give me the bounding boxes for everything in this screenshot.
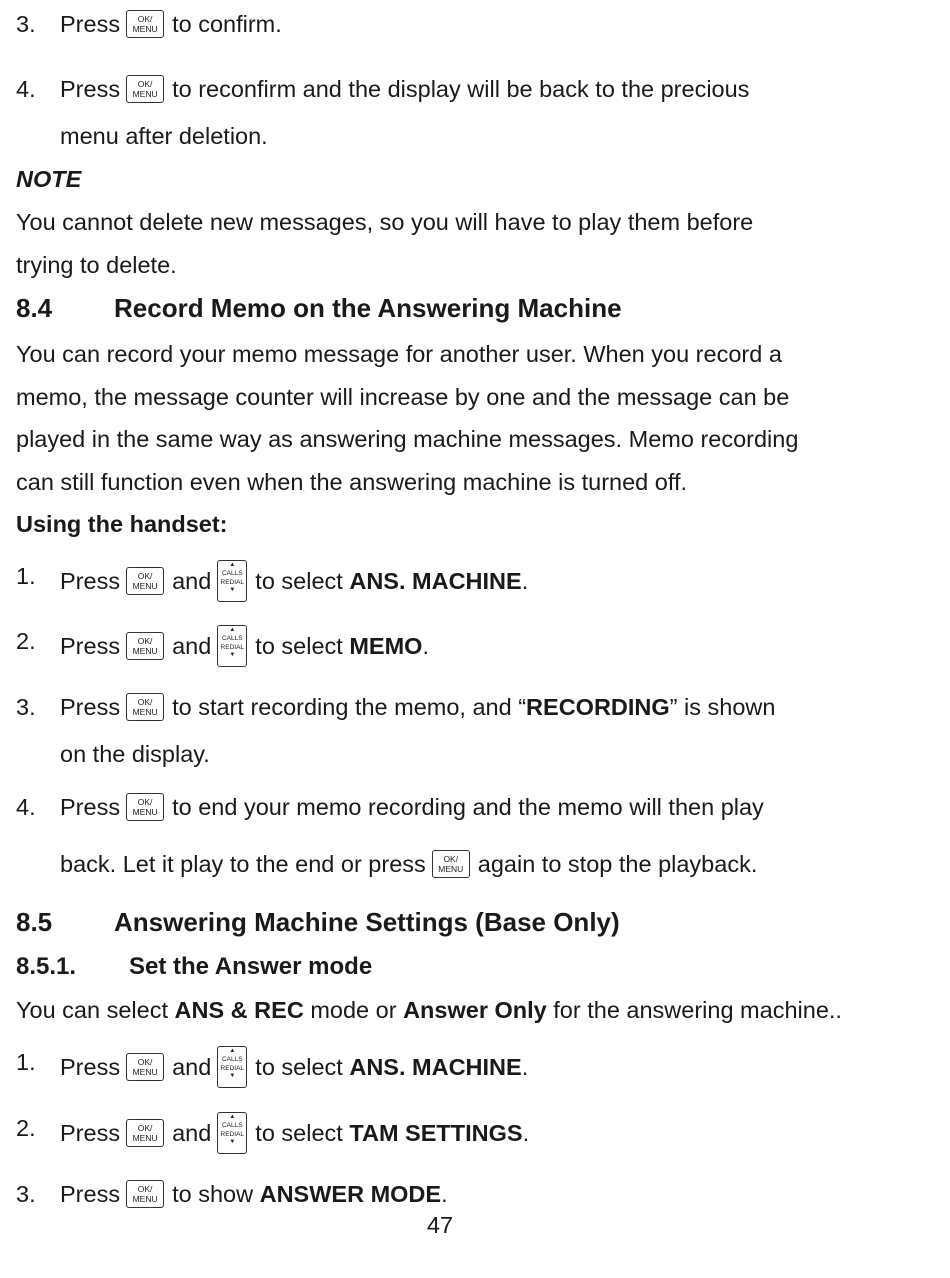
manual-page: 3. Press OK/ MENU to confirm. 4. Press OK/ MENU to reconfirm and the display will be back to the precious menu after deletion. NOTE You cannot delete new messages, so you will have to play them before trying to delete. 8.4 Record Memo on the Answering Machine You can record your memo message for another user. When you record a memo, the message counter will increase by one and the message can be played in the same way as answering machine messages. Memo recording can still function even when the answering machine is turned off. Using the handset: 1. Press OK/ MENU and ▲ CALLS REDIAL ▼ to select ANS. MACHINE. 2. Press OK/ MENU and ▲ CALLS REDIAL ▼ to select MEMO. 3. Press OK/ MENU to start recording the memo, and “RECORDING” is shown on the display. 4. Press OK/ MENU to end your memo recording and the memo will then play back. Let it play to the end or press OK/ MENU again to stop the playback. 8.5 Answering Machine Settings (Base Only) 8.5.1. Set the Answer mode You can select ANS & REC mode or Answer Only for the answering machine.. 1. Press OK/ MENU and ▲ CALLS REDIAL ▼ to select ANS. MACHINE. 2. Press OK/ MENU and ▲ CALLS REDIAL ▼ to select TAM SETTINGS. 3. Press OK/ MENU to show ANSWER MODE. 47 (0, 0, 950, 1278)
ok-menu-key-icon: OK/ MENU (126, 793, 164, 821)
step-delete-4-continued: menu after deletion. (60, 123, 268, 149)
section-8-4-para-line2: memo, the message counter will increase by one and the message can be (16, 384, 790, 410)
ok-menu-key-icon: OK/ MENU (126, 1053, 164, 1081)
using-handset-subheading: Using the handset: (16, 511, 228, 537)
calls-redial-key-icon: ▲ CALLS REDIAL ▼ (217, 1046, 247, 1088)
page-number: 47 (426, 1212, 454, 1238)
note-heading: NOTE (16, 166, 82, 192)
ok-menu-key-icon: OK/ MENU (126, 1180, 164, 1208)
section-8-4-heading: 8.4 Record Memo on the Answering Machine (16, 293, 622, 323)
section-8-4-para-line3: played in the same way as answering machine messages. Memo recording (16, 426, 799, 452)
memo-step-3-continued: on the display. (60, 741, 210, 767)
calls-redial-key-icon: ▲ CALLS REDIAL ▼ (217, 560, 247, 602)
ok-menu-key-icon: OK/ MENU (432, 850, 470, 878)
ok-menu-key-icon: OK/ MENU (126, 10, 164, 38)
ok-menu-key-icon: OK/ MENU (126, 632, 164, 660)
note-text-line2: trying to delete. (16, 252, 177, 278)
memo-step-4-continued: back. Let it play to the end or press OK/ MENU again to stop the playback. (60, 851, 758, 877)
ok-menu-key-icon: OK/ MENU (126, 693, 164, 721)
calls-redial-key-icon: ▲ CALLS REDIAL ▼ (217, 625, 247, 667)
section-8-4-para-line4: can still function even when the answering machine is turned off. (16, 469, 688, 495)
note-text-line1: You cannot delete new messages, so you will have to play them before (16, 209, 754, 235)
ok-menu-key-icon: OK/ MENU (126, 567, 164, 595)
section-8-5-heading: 8.5 Answering Machine Settings (Base Only) (16, 907, 620, 937)
section-8-5-1-heading: 8.5.1. Set the Answer mode (16, 953, 373, 980)
answer-mode-para: You can select ANS & REC mode or Answer Only for the answering machine.. (16, 997, 842, 1023)
ok-menu-key-icon: OK/ MENU (126, 1119, 164, 1147)
calls-redial-key-icon: ▲ CALLS REDIAL ▼ (217, 1112, 247, 1154)
ok-menu-key-icon: OK/ MENU (126, 75, 164, 103)
section-8-4-para-line1: You can record your memo message for another user. When you record a (16, 341, 782, 367)
